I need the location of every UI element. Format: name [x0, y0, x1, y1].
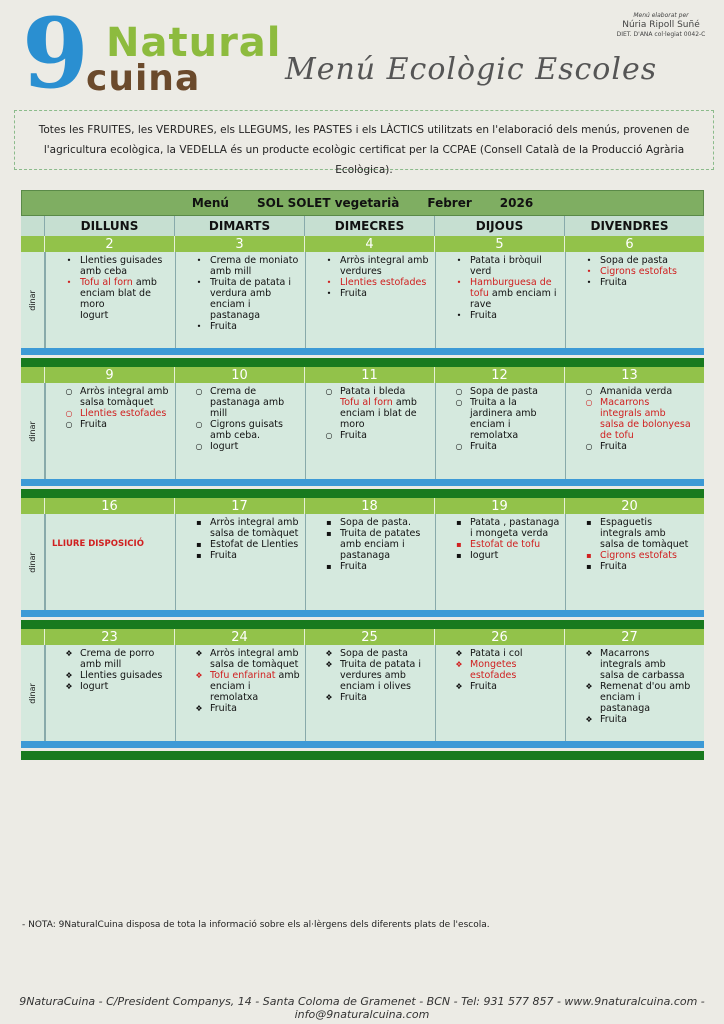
bullet-icon: ▪ [586, 562, 592, 571]
date-cell: 12 [434, 367, 564, 383]
week-separator-green [21, 489, 704, 498]
dish-item [578, 397, 691, 441]
dish-name: Espaguetis integrals amb salsa de tomàquet [600, 517, 689, 550]
date-cell: 2 [44, 236, 174, 252]
menu-cell [435, 645, 565, 741]
date-cell: 4 [304, 236, 434, 252]
menu-name: SOL SOLET vegetarià [256, 196, 400, 210]
dish-item [188, 670, 301, 703]
dish-item [58, 648, 171, 670]
dish-name: Fruita [340, 430, 367, 441]
dish-name: Fruita [80, 419, 107, 430]
bullet-icon: ❖ [195, 671, 203, 680]
dish-name: Mongetes estofades [470, 659, 517, 681]
meal-row [21, 514, 704, 610]
dish-name: Llenties estofades [80, 408, 167, 419]
dish-item [188, 703, 301, 714]
bullet-icon: ❖ [455, 660, 463, 669]
date-row [21, 498, 704, 514]
day-header: DILLUNS [44, 216, 174, 236]
week-separator-green [21, 751, 704, 760]
dish-name: Macarrons integrals amb salsa de bolonyesa de tofu [600, 397, 691, 441]
menu-month: Febrer [427, 196, 472, 210]
dish-item [448, 310, 561, 321]
date-cell: 16 [44, 498, 174, 514]
bullet-icon: ❖ [65, 671, 73, 680]
menu-cell [175, 383, 305, 479]
dish-name: Fruita [600, 714, 627, 725]
dish-item [448, 397, 561, 441]
bullet-icon: ○ [325, 387, 333, 396]
bullet-icon: ▪ [326, 562, 332, 571]
dish-item [188, 648, 301, 670]
dish-side: amb enciam blat de moro [80, 277, 157, 310]
menu-header [21, 190, 704, 216]
dish-item [58, 310, 171, 321]
dish-name: Arròs integral amb salsa de tomàquet [210, 517, 299, 539]
dish-name: Fruita [340, 288, 367, 299]
menu-cell [45, 383, 175, 479]
dish-name: Fruita [340, 692, 367, 703]
week-separator-green [21, 620, 704, 629]
dish-item [578, 255, 691, 266]
menu-cell [175, 645, 305, 741]
bullet-icon: ○ [455, 398, 463, 407]
dish-item [318, 648, 431, 659]
dish-name: Patata i bleda [340, 386, 406, 397]
menu-cell [305, 645, 435, 741]
dish-name: Iogurt [470, 550, 499, 561]
dish-name: Estofat de tofu [470, 539, 541, 550]
dish-name: Truita de patates amb enciam i pastanaga [340, 528, 421, 561]
bullet-icon: ▪ [326, 518, 332, 527]
date-cell: 19 [434, 498, 564, 514]
date-cell: 11 [304, 367, 434, 383]
dish-item [188, 539, 301, 550]
bullet-icon: ❖ [585, 649, 593, 658]
bullet-icon: • [326, 289, 332, 298]
meal-label-text: dinar [28, 420, 37, 442]
menu-table [21, 190, 704, 760]
dish-name: Arròs integral amb salsa de tomàquet [210, 648, 299, 670]
date-cell: 6 [564, 236, 694, 252]
bullet-icon: ❖ [325, 649, 333, 658]
bullet-icon: ▪ [456, 540, 462, 549]
logo-cuina: cuina [86, 58, 201, 99]
dish-side: amb enciam i blat de moro [340, 397, 417, 430]
menu-cell [435, 252, 565, 348]
footer-contact: 9NaturaCuina - C/President Companys, 14 - Santa Coloma de Gramenet - BCN - Tel: 931 577 857 - www.9naturalcuina.com - info@9naturalcuina.com [19, 995, 705, 1021]
bullet-icon: • [326, 278, 332, 287]
bullet-icon: • [586, 256, 592, 265]
dish-name: Sopa de pasta. [340, 517, 411, 528]
date-cell: 5 [434, 236, 564, 252]
dish-name: Llenties estofades [340, 277, 427, 288]
bullet-icon: ❖ [325, 693, 333, 702]
dish-item [318, 277, 431, 288]
dish-name: Fruita [340, 561, 367, 572]
bullet-icon: ❖ [585, 682, 593, 691]
dish-name: Crema de pastanaga amb mill [210, 386, 285, 419]
dish-name: Amanida verda [600, 386, 673, 397]
bullet-icon: ○ [195, 387, 203, 396]
bullet-icon: ▪ [196, 518, 202, 527]
dish-item [448, 386, 561, 397]
dish-item [448, 550, 561, 561]
dish-item [448, 681, 561, 692]
dish-item [448, 659, 561, 681]
bullet-icon: • [586, 267, 592, 276]
dish-item [318, 386, 431, 397]
dish-name: Crema de moniato amb mill [210, 255, 299, 277]
bullet-icon: ○ [455, 442, 463, 451]
bullet-icon: ❖ [195, 704, 203, 713]
dish-name: Arròs integral amb salsa tomàquet [80, 386, 169, 408]
bullet-icon: ❖ [455, 682, 463, 691]
author-block [606, 12, 716, 38]
dish-item [58, 408, 171, 419]
meal-label-text: dinar [28, 289, 37, 311]
meal-label [21, 645, 45, 741]
day-header: DIMARTS [174, 216, 304, 236]
dish-name: Truita a la jardinera amb enciam i remolatxa [470, 397, 537, 441]
dish-name: Iogurt [80, 310, 109, 321]
menu-label: Menú [191, 196, 229, 210]
dish-name: Macarrons integrals amb salsa de carbassa [600, 648, 685, 681]
dish-item [58, 386, 171, 408]
bullet-icon: ○ [455, 387, 463, 396]
dish-item [578, 561, 691, 572]
dish-name: Tofu al forn [80, 277, 133, 288]
bullet-icon: ▪ [456, 518, 462, 527]
bullet-icon: ▪ [586, 551, 592, 560]
menu-cell [565, 383, 695, 479]
dish-item [188, 441, 301, 452]
bullet-icon: • [456, 278, 462, 287]
dish-item [578, 441, 691, 452]
dish-name: Patata i bròquil verd [470, 255, 542, 277]
weeks-container [21, 236, 704, 760]
bullet-icon: • [456, 311, 462, 320]
dish-name: Fruita [210, 550, 237, 561]
dish-item [58, 681, 171, 692]
dish-item [578, 266, 691, 277]
bullet-icon: ❖ [585, 715, 593, 724]
dish-name: Iogurt [210, 441, 239, 452]
dish-item [318, 528, 431, 561]
menu-cell [435, 514, 565, 610]
dish-item [448, 255, 561, 277]
logo-natural: Natural [106, 20, 282, 66]
bullet-icon [58, 310, 80, 321]
dish-name: Sopa de pasta [340, 648, 408, 659]
menu-cell [45, 252, 175, 348]
date-cell: 20 [564, 498, 694, 514]
dish-name: Fruita [470, 441, 497, 452]
dish-name: Llenties guisades [80, 670, 163, 681]
menu-cell [305, 252, 435, 348]
bullet-icon: ❖ [195, 649, 203, 658]
meal-label-text: dinar [28, 551, 37, 573]
date-cell: 26 [434, 629, 564, 645]
free-day-label: LLIURE DISPOSICIÓ [52, 539, 144, 549]
bullet-icon: ○ [65, 409, 73, 418]
day-header: DIJOUS [434, 216, 564, 236]
bullet-icon: ❖ [455, 649, 463, 658]
date-cell: 25 [304, 629, 434, 645]
date-cell: 9 [44, 367, 174, 383]
date-cell: 27 [564, 629, 694, 645]
author-caption: Menú elaborat per [633, 12, 689, 19]
dish-name: Truita de patata i verdura amb enciam i pastanaga [210, 277, 292, 321]
dish-side: amb enciam i rave [470, 288, 557, 310]
date-row [21, 367, 704, 383]
bullet-icon: • [196, 278, 202, 287]
dish-name: Estofat de Llenties [210, 539, 299, 550]
dish-name: Sopa de pasta [470, 386, 538, 397]
bullet-icon: ○ [325, 431, 333, 440]
bullet-icon: • [326, 256, 332, 265]
date-cell: 24 [174, 629, 304, 645]
dish-item [318, 255, 431, 277]
dish-name: Fruita [470, 310, 497, 321]
week-separator-blue [21, 348, 704, 355]
dish-item [188, 386, 301, 419]
bullet-icon: • [456, 256, 462, 265]
dish-item [448, 277, 561, 310]
meal-label-text: dinar [28, 682, 37, 704]
bullet-icon: ▪ [326, 529, 332, 538]
dish-name: Hamburguesa de tofu [470, 277, 552, 299]
dish-item [578, 681, 691, 714]
meal-label [21, 383, 45, 479]
dish-name: Fruita [210, 321, 237, 332]
dish-item [448, 517, 561, 539]
dish-name: Cigrons guisats amb ceba. [210, 419, 283, 441]
dish-name: Tofu al forn [340, 397, 393, 408]
intro-text: Totes les FRUITES, les VERDURES, els LLEGUMS, les PASTES i els LÀCTICS utilitzats en l'elaboració dels menús, provenen de l'agricultura ecològica, la VEDELLA és un producte ecològic certificat per la CCPAE (Consell Català de la Producció Agrària Ecològica). [14, 110, 714, 170]
bullet-icon: ▪ [196, 551, 202, 560]
bullet-icon: ○ [195, 420, 203, 429]
dish-item [318, 397, 431, 430]
bullet-icon: ❖ [325, 660, 333, 669]
menu-cell [565, 645, 695, 741]
allergen-note: - NOTA: 9NaturalCuina disposa de tota la informació sobre els al·lèrgens dels diferents plats de l'escola. [22, 920, 490, 930]
dish-item [318, 430, 431, 441]
menu-cell [305, 383, 435, 479]
dish-name: Fruita [470, 681, 497, 692]
bullet-icon: ○ [65, 420, 73, 429]
bullet-icon: • [586, 278, 592, 287]
menu-cell [45, 645, 175, 741]
meal-row [21, 383, 704, 479]
dish-side: amb enciam i remolatxa [210, 670, 300, 703]
dish-name: Iogurt [80, 681, 109, 692]
author-credential: DIET. D'ANA col·legiat 0042-C [616, 31, 706, 38]
date-cell: 18 [304, 498, 434, 514]
dish-name: Fruita [600, 561, 627, 572]
dish-item [578, 550, 691, 561]
bullet-icon: ▪ [456, 551, 462, 560]
bullet-icon: ○ [65, 387, 73, 396]
meal-label [21, 514, 45, 610]
dish-item [58, 277, 171, 310]
menu-cell [565, 514, 695, 610]
dish-name: Cigrons estofats [600, 550, 677, 561]
dish-item [578, 386, 691, 397]
bullet-icon: ○ [585, 398, 593, 407]
bullet-icon: ▪ [196, 540, 202, 549]
dish-item [188, 321, 301, 332]
week-separator-blue [21, 610, 704, 617]
dish-item [318, 659, 431, 692]
meal-row [21, 645, 704, 741]
dish-item [578, 714, 691, 725]
dish-item [58, 255, 171, 277]
bullet-icon: ○ [195, 442, 203, 451]
bullet-icon: • [66, 256, 72, 265]
dish-name: Fruita [600, 441, 627, 452]
bullet-icon: ○ [585, 442, 593, 451]
dish-name: Llenties guisades amb ceba [80, 255, 163, 277]
dish-name: Fruita [210, 703, 237, 714]
menu-cell [45, 514, 175, 610]
dish-name: Truita de patata i verdures amb enciam i olives [340, 659, 422, 692]
date-row [21, 236, 704, 252]
dish-item [318, 288, 431, 299]
dish-item [188, 550, 301, 561]
dish-name: Sopa de pasta [600, 255, 668, 266]
menu-cell [565, 252, 695, 348]
dish-item [188, 517, 301, 539]
dish-item [448, 539, 561, 550]
dish-item [318, 517, 431, 528]
bullet-icon: ○ [585, 387, 593, 396]
bullet-icon: ❖ [65, 649, 73, 658]
bullet-icon: • [196, 256, 202, 265]
date-cell: 3 [174, 236, 304, 252]
menu-cell [175, 514, 305, 610]
date-cell: 10 [174, 367, 304, 383]
dish-item [58, 419, 171, 430]
dish-item [448, 648, 561, 659]
bullet-icon [318, 397, 340, 430]
dish-item [188, 255, 301, 277]
week-separator-green [21, 358, 704, 367]
dish-name: Arròs integral amb verdures [340, 255, 429, 277]
date-cell: 13 [564, 367, 694, 383]
page-title: Menú Ecològic Escoles [285, 52, 658, 87]
week-separator-blue [21, 741, 704, 748]
bullet-icon: • [196, 322, 202, 331]
dish-name: Cigrons estofats [600, 266, 677, 277]
date-row [21, 629, 704, 645]
dish-item [578, 648, 691, 681]
day-header: DIMECRES [304, 216, 434, 236]
bullet-icon: ❖ [65, 682, 73, 691]
meal-label [21, 252, 45, 348]
logo-nine: 9 [22, 0, 89, 110]
dish-item [578, 277, 691, 288]
dish-item [188, 419, 301, 441]
dish-name: Fruita [600, 277, 627, 288]
dish-name: Remenat d'ou amb enciam i pastanaga [600, 681, 691, 714]
bullet-icon: ▪ [586, 518, 592, 527]
menu-cell [175, 252, 305, 348]
days-header [21, 216, 704, 236]
bullet-icon: • [66, 278, 72, 287]
dish-name: Crema de porro amb mill [80, 648, 155, 670]
dish-item [578, 517, 691, 550]
dish-item [58, 670, 171, 681]
menu-cell [305, 514, 435, 610]
dish-item [188, 277, 301, 321]
week-separator-blue [21, 479, 704, 486]
dish-name: Patata i col [470, 648, 523, 659]
date-cell: 17 [174, 498, 304, 514]
menu-year: 2026 [499, 196, 534, 210]
menu-cell [435, 383, 565, 479]
dish-item [318, 561, 431, 572]
dish-item [448, 441, 561, 452]
day-header: DIVENDRES [564, 216, 694, 236]
date-cell: 23 [44, 629, 174, 645]
meal-row [21, 252, 704, 348]
dish-name: Patata , pastanaga i mongeta verda [470, 517, 560, 539]
author-name: Núria Ripoll Suñé [622, 20, 700, 30]
dish-name: Tofu enfarinat [210, 670, 276, 681]
dish-item [318, 692, 431, 703]
